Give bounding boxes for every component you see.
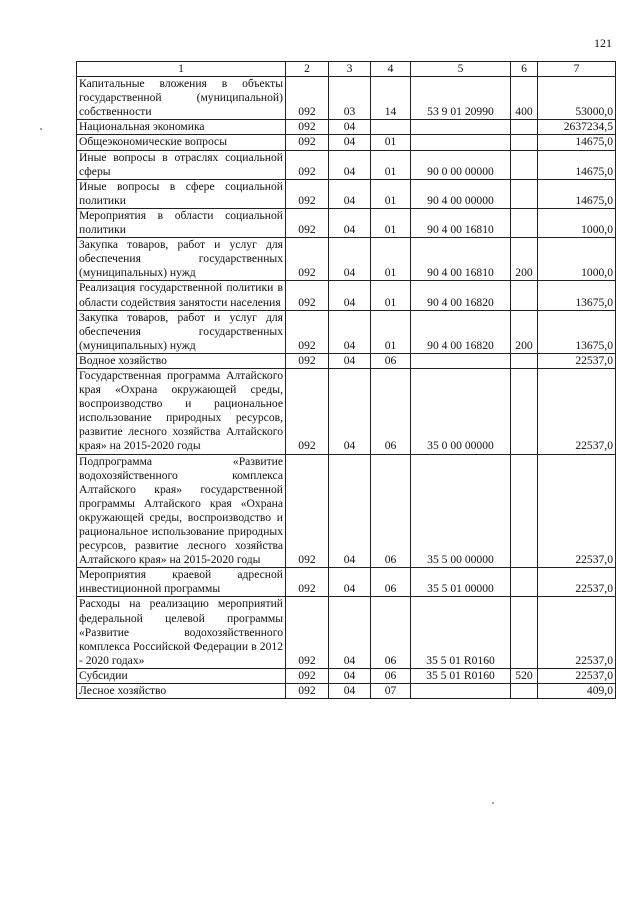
subsection-code — [371, 120, 411, 135]
table-row — [77, 238, 616, 281]
scan-speck — [492, 802, 494, 804]
expense-type-code — [511, 368, 538, 454]
column-header-7: 7 — [538, 62, 616, 77]
subsection-code: 06 — [371, 454, 411, 568]
expense-type-code — [511, 179, 538, 208]
section-code: 04 — [329, 668, 371, 683]
expense-type-code — [511, 353, 538, 368]
amount: 22537,0 — [538, 368, 616, 454]
table-row — [77, 135, 616, 150]
amount: 22537,0 — [538, 668, 616, 683]
amount: 2637234,5 — [538, 120, 616, 135]
subsection-code: 01 — [371, 281, 411, 310]
amount: 14675,0 — [538, 135, 616, 150]
subsection-code: 07 — [371, 684, 411, 699]
amount: 14675,0 — [538, 179, 616, 208]
expense-type-code — [511, 135, 538, 150]
subsection-code: 06 — [371, 668, 411, 683]
amount: 1000,0 — [538, 208, 616, 237]
target-article-code: 35 5 01 R0160 — [411, 597, 511, 668]
table-row — [77, 568, 616, 597]
table-row — [77, 281, 616, 310]
row-name: Закупка товаров, работ и услуг для обеспечения государственных (муниципальных) нужд — [77, 238, 286, 281]
table-row — [77, 597, 616, 668]
target-article-code — [411, 353, 511, 368]
scan-speck — [40, 128, 42, 130]
ministry-code: 092 — [286, 135, 329, 150]
amount: 14675,0 — [538, 150, 616, 179]
table-row — [77, 684, 616, 699]
row-name: Подпрограмма «Развитие водохозяйственного комплекса Алтайского края» государственной программы Алтайского края «Охрана окружающей среды, воспроизводство и рациональное использование природных ресурсов, развитие лесного хозяйства Алтайского края» на 2015-2020 годы — [77, 454, 286, 568]
section-code: 04 — [329, 208, 371, 237]
subsection-code: 06 — [371, 353, 411, 368]
subsection-code: 01 — [371, 310, 411, 353]
ministry-code: 092 — [286, 310, 329, 353]
table-row — [77, 310, 616, 353]
column-header-2: 2 — [286, 62, 329, 77]
expense-type-code — [511, 150, 538, 179]
section-code: 04 — [329, 353, 371, 368]
row-name: Расходы на реализацию мероприятий федеральной целевой программы «Развитие водохозяйственного комплекса Российской Федерации в 2012 - 2020 годах» — [77, 597, 286, 668]
ministry-code: 092 — [286, 454, 329, 568]
expense-type-code — [511, 120, 538, 135]
target-article-code: 90 4 00 16820 — [411, 310, 511, 353]
table-row — [77, 454, 616, 568]
amount: 53000,0 — [538, 77, 616, 120]
expense-type-code — [511, 454, 538, 568]
expense-type-code: 400 — [511, 77, 538, 120]
ministry-code: 092 — [286, 668, 329, 683]
target-article-code: 90 4 00 16820 — [411, 281, 511, 310]
section-code: 04 — [329, 120, 371, 135]
subsection-code: 01 — [371, 208, 411, 237]
ministry-code: 092 — [286, 568, 329, 597]
section-code: 04 — [329, 684, 371, 699]
row-name: Национальная экономика — [77, 120, 286, 135]
section-code: 04 — [329, 238, 371, 281]
ministry-code: 092 — [286, 150, 329, 179]
subsection-code: 06 — [371, 368, 411, 454]
ministry-code: 092 — [286, 179, 329, 208]
page-number: 121 — [594, 36, 612, 50]
row-name: Закупка товаров, работ и услуг для обеспечения государственных (муниципальных) нужд — [77, 310, 286, 353]
target-article-code: 53 9 01 20990 — [411, 77, 511, 120]
section-code: 03 — [329, 77, 371, 120]
target-article-code: 35 5 01 R0160 — [411, 668, 511, 683]
amount: 409,0 — [538, 684, 616, 699]
row-name: Иные вопросы в сфере социальной политики — [77, 179, 286, 208]
section-code: 04 — [329, 368, 371, 454]
column-header-6: 6 — [511, 62, 538, 77]
ministry-code: 092 — [286, 208, 329, 237]
section-code: 04 — [329, 310, 371, 353]
target-article-code: 35 5 01 00000 — [411, 568, 511, 597]
column-header-1: 1 — [77, 62, 286, 77]
target-article-code: 35 0 00 00000 — [411, 368, 511, 454]
expense-type-code — [511, 684, 538, 699]
ministry-code: 092 — [286, 281, 329, 310]
subsection-code: 01 — [371, 150, 411, 179]
amount: 22537,0 — [538, 454, 616, 568]
amount: 13675,0 — [538, 310, 616, 353]
row-name: Иные вопросы в отраслях социальной сферы — [77, 150, 286, 179]
column-header-5: 5 — [411, 62, 511, 77]
ministry-code: 092 — [286, 684, 329, 699]
amount: 22537,0 — [538, 353, 616, 368]
table-row — [77, 668, 616, 683]
ministry-code: 092 — [286, 353, 329, 368]
table-row — [77, 208, 616, 237]
section-code: 04 — [329, 597, 371, 668]
subsection-code: 01 — [371, 179, 411, 208]
section-code: 04 — [329, 150, 371, 179]
subsection-code: 06 — [371, 568, 411, 597]
budget-table — [76, 61, 616, 699]
section-code: 04 — [329, 135, 371, 150]
target-article-code: 35 5 00 00000 — [411, 454, 511, 568]
expense-type-code — [511, 281, 538, 310]
table-row — [77, 77, 616, 120]
amount: 22537,0 — [538, 568, 616, 597]
section-code: 04 — [329, 179, 371, 208]
target-article-code: 90 4 00 16810 — [411, 238, 511, 281]
target-article-code: 90 0 00 00000 — [411, 150, 511, 179]
column-header-3: 3 — [329, 62, 371, 77]
subsection-code: 01 — [371, 238, 411, 281]
section-code: 04 — [329, 568, 371, 597]
row-name: Реализация государственной политики в области содействия занятости населения — [77, 281, 286, 310]
header-row — [77, 62, 616, 77]
table-row — [77, 150, 616, 179]
row-name: Лесное хозяйство — [77, 684, 286, 699]
row-name: Государственная программа Алтайского края «Охрана окружающей среды, воспроизводство и рациональное использование природных ресурсов, развитие лесного хозяйства Алтайского края» на 2015-2020 годы — [77, 368, 286, 454]
expense-type-code: 200 — [511, 238, 538, 281]
amount: 13675,0 — [538, 281, 616, 310]
subsection-code: 14 — [371, 77, 411, 120]
subsection-code: 01 — [371, 135, 411, 150]
section-code: 04 — [329, 454, 371, 568]
expense-type-code: 520 — [511, 668, 538, 683]
expense-type-code: 200 — [511, 310, 538, 353]
row-name: Капитальные вложения в объекты государственной (муниципальной) собственности — [77, 77, 286, 120]
amount: 22537,0 — [538, 597, 616, 668]
ministry-code: 092 — [286, 368, 329, 454]
table-row — [77, 353, 616, 368]
row-name: Мероприятия в области социальной политики — [77, 208, 286, 237]
row-name: Мероприятия краевой адресной инвестиционной программы — [77, 568, 286, 597]
row-name: Субсидии — [77, 668, 286, 683]
ministry-code: 092 — [286, 238, 329, 281]
expense-type-code — [511, 597, 538, 668]
table-row — [77, 120, 616, 135]
target-article-code: 90 4 00 00000 — [411, 179, 511, 208]
row-name: Общеэкономические вопросы — [77, 135, 286, 150]
table-row — [77, 179, 616, 208]
amount: 1000,0 — [538, 238, 616, 281]
section-code: 04 — [329, 281, 371, 310]
target-article-code — [411, 135, 511, 150]
target-article-code — [411, 684, 511, 699]
row-name: Водное хозяйство — [77, 353, 286, 368]
column-header-4: 4 — [371, 62, 411, 77]
target-article-code — [411, 120, 511, 135]
subsection-code: 06 — [371, 597, 411, 668]
ministry-code: 092 — [286, 120, 329, 135]
ministry-code: 092 — [286, 77, 329, 120]
expense-type-code — [511, 568, 538, 597]
ministry-code: 092 — [286, 597, 329, 668]
table-row — [77, 368, 616, 454]
expense-type-code — [511, 208, 538, 237]
target-article-code: 90 4 00 16810 — [411, 208, 511, 237]
